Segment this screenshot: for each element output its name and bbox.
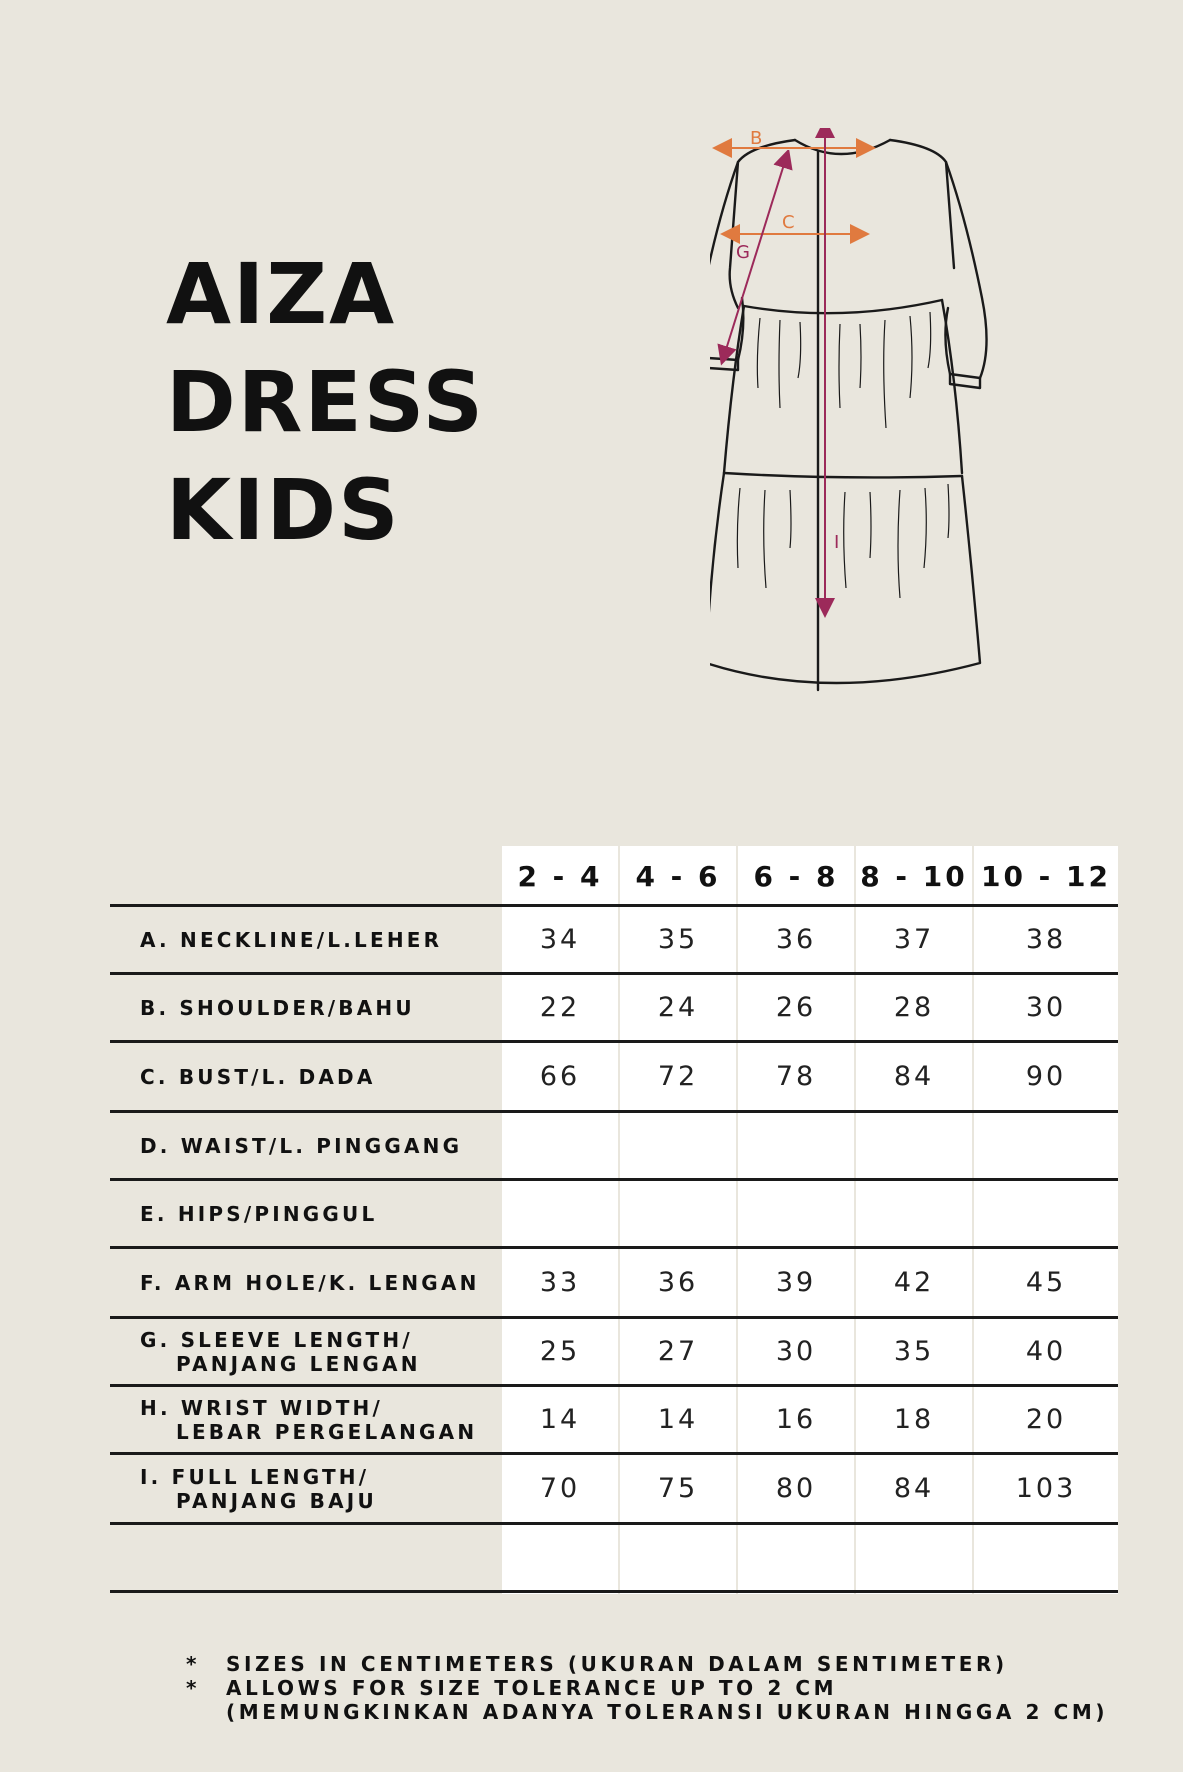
label-c: C [782, 212, 795, 233]
value-cell [856, 1181, 972, 1246]
right-sleeve [945, 162, 986, 378]
footnote-2-translation: (MEMUNGKINKAN ADANYA TOLERANSI UKURAN HINGGA 2 CM) [226, 1700, 1109, 1724]
value-cell [502, 1113, 618, 1178]
value-cell: 72 [657, 1061, 699, 1092]
value-cell: 78 [775, 1061, 817, 1092]
value-cell: 38 [1025, 924, 1067, 955]
value-cell: 14 [539, 1404, 581, 1435]
value-cell [620, 1181, 736, 1246]
value-cell: 70 [539, 1473, 581, 1504]
table-row [110, 975, 1118, 1040]
label-b: B [750, 128, 763, 149]
size-header: 10 - 12 [980, 859, 1112, 893]
table-row [110, 1249, 1118, 1316]
value-cell: 20 [1025, 1404, 1067, 1435]
table-row [110, 1319, 1118, 1384]
value-cell: 84 [893, 1473, 935, 1504]
table-row [110, 1387, 1118, 1452]
label-i: I [834, 532, 840, 553]
value-cell: 45 [1025, 1267, 1067, 1298]
value-cell: 90 [1025, 1061, 1067, 1092]
row-divider [110, 1590, 1118, 1593]
value-cell [974, 1113, 1118, 1178]
product-title [166, 240, 485, 564]
label-g: G [736, 242, 750, 263]
row-label: B. SHOULDER/BAHU [140, 995, 415, 1020]
value-cell [856, 1113, 972, 1178]
table-row [110, 1181, 1118, 1246]
table-row [110, 1043, 1118, 1110]
value-cell: 25 [539, 1336, 581, 1367]
value-cell: 30 [775, 1336, 817, 1367]
value-cell: 36 [775, 924, 817, 955]
value-cell: 14 [657, 1404, 699, 1435]
value-cell: 66 [539, 1061, 581, 1092]
size-chart-table [110, 846, 1118, 1594]
table-row [110, 1113, 1118, 1178]
value-cell: 84 [893, 1061, 935, 1092]
value-cell [974, 1181, 1118, 1246]
row-label: C. BUST/L. DADA [140, 1064, 376, 1089]
row-label: I. FULL LENGTH/ PANJANG BAJU [140, 1464, 377, 1513]
footnote-2: * ALLOWS FOR SIZE TOLERANCE UP TO 2 CM [186, 1676, 838, 1700]
value-cell: 75 [657, 1473, 699, 1504]
value-cell: 35 [657, 924, 699, 955]
size-header: 8 - 10 [860, 859, 968, 893]
value-cell: 27 [657, 1336, 699, 1367]
value-cell: 24 [657, 992, 699, 1023]
size-header: 6 - 8 [753, 859, 839, 893]
value-cell: 34 [539, 924, 581, 955]
row-label: F. ARM HOLE/K. LENGAN [140, 1270, 480, 1295]
size-header: 2 - 4 [517, 859, 603, 893]
footnote-1: * SIZES IN CENTIMETERS (UKURAN DALAM SENTIMETER) [186, 1652, 1008, 1676]
table-row [110, 1455, 1118, 1522]
tier-seam [724, 473, 962, 477]
value-cell: 28 [893, 992, 935, 1023]
value-cell: 22 [539, 992, 581, 1023]
value-cell [502, 1181, 618, 1246]
value-cell: 26 [775, 992, 817, 1023]
value-cell [620, 1113, 736, 1178]
value-cell: 103 [1015, 1473, 1077, 1504]
row-label: A. NECKLINE/L.LEHER [140, 927, 443, 952]
value-cell: 40 [1025, 1336, 1067, 1367]
title-line-2: DRESS [166, 353, 486, 451]
value-cell: 42 [893, 1267, 935, 1298]
value-cell: 35 [893, 1336, 935, 1367]
row-label: H. WRIST WIDTH/ LEBAR PERGELANGAN [140, 1395, 478, 1444]
value-cell: 16 [775, 1404, 817, 1435]
value-cell: 80 [775, 1473, 817, 1504]
value-cell: 30 [1025, 992, 1067, 1023]
value-cell [738, 1181, 854, 1246]
row-label: G. SLEEVE LENGTH/ PANJANG LENGAN [140, 1327, 421, 1376]
title-line-3: KIDS [166, 461, 401, 559]
value-cell: 33 [539, 1267, 581, 1298]
row-label: E. HIPS/PINGGUL [140, 1201, 378, 1226]
footnotes [186, 1652, 1108, 1724]
size-header: 4 - 6 [635, 859, 721, 893]
sleeve-arrow [700, 150, 800, 380]
table-row [110, 907, 1118, 972]
value-cell: 37 [893, 924, 935, 955]
row-label: D. WAIST/L. PINGGANG [140, 1133, 463, 1158]
value-cell [738, 1113, 854, 1178]
value-cell: 36 [657, 1267, 699, 1298]
value-cell: 18 [893, 1404, 935, 1435]
table-row-empty [110, 1525, 1118, 1590]
value-cell: 39 [775, 1267, 817, 1298]
title-line-1: AIZA [166, 245, 397, 343]
